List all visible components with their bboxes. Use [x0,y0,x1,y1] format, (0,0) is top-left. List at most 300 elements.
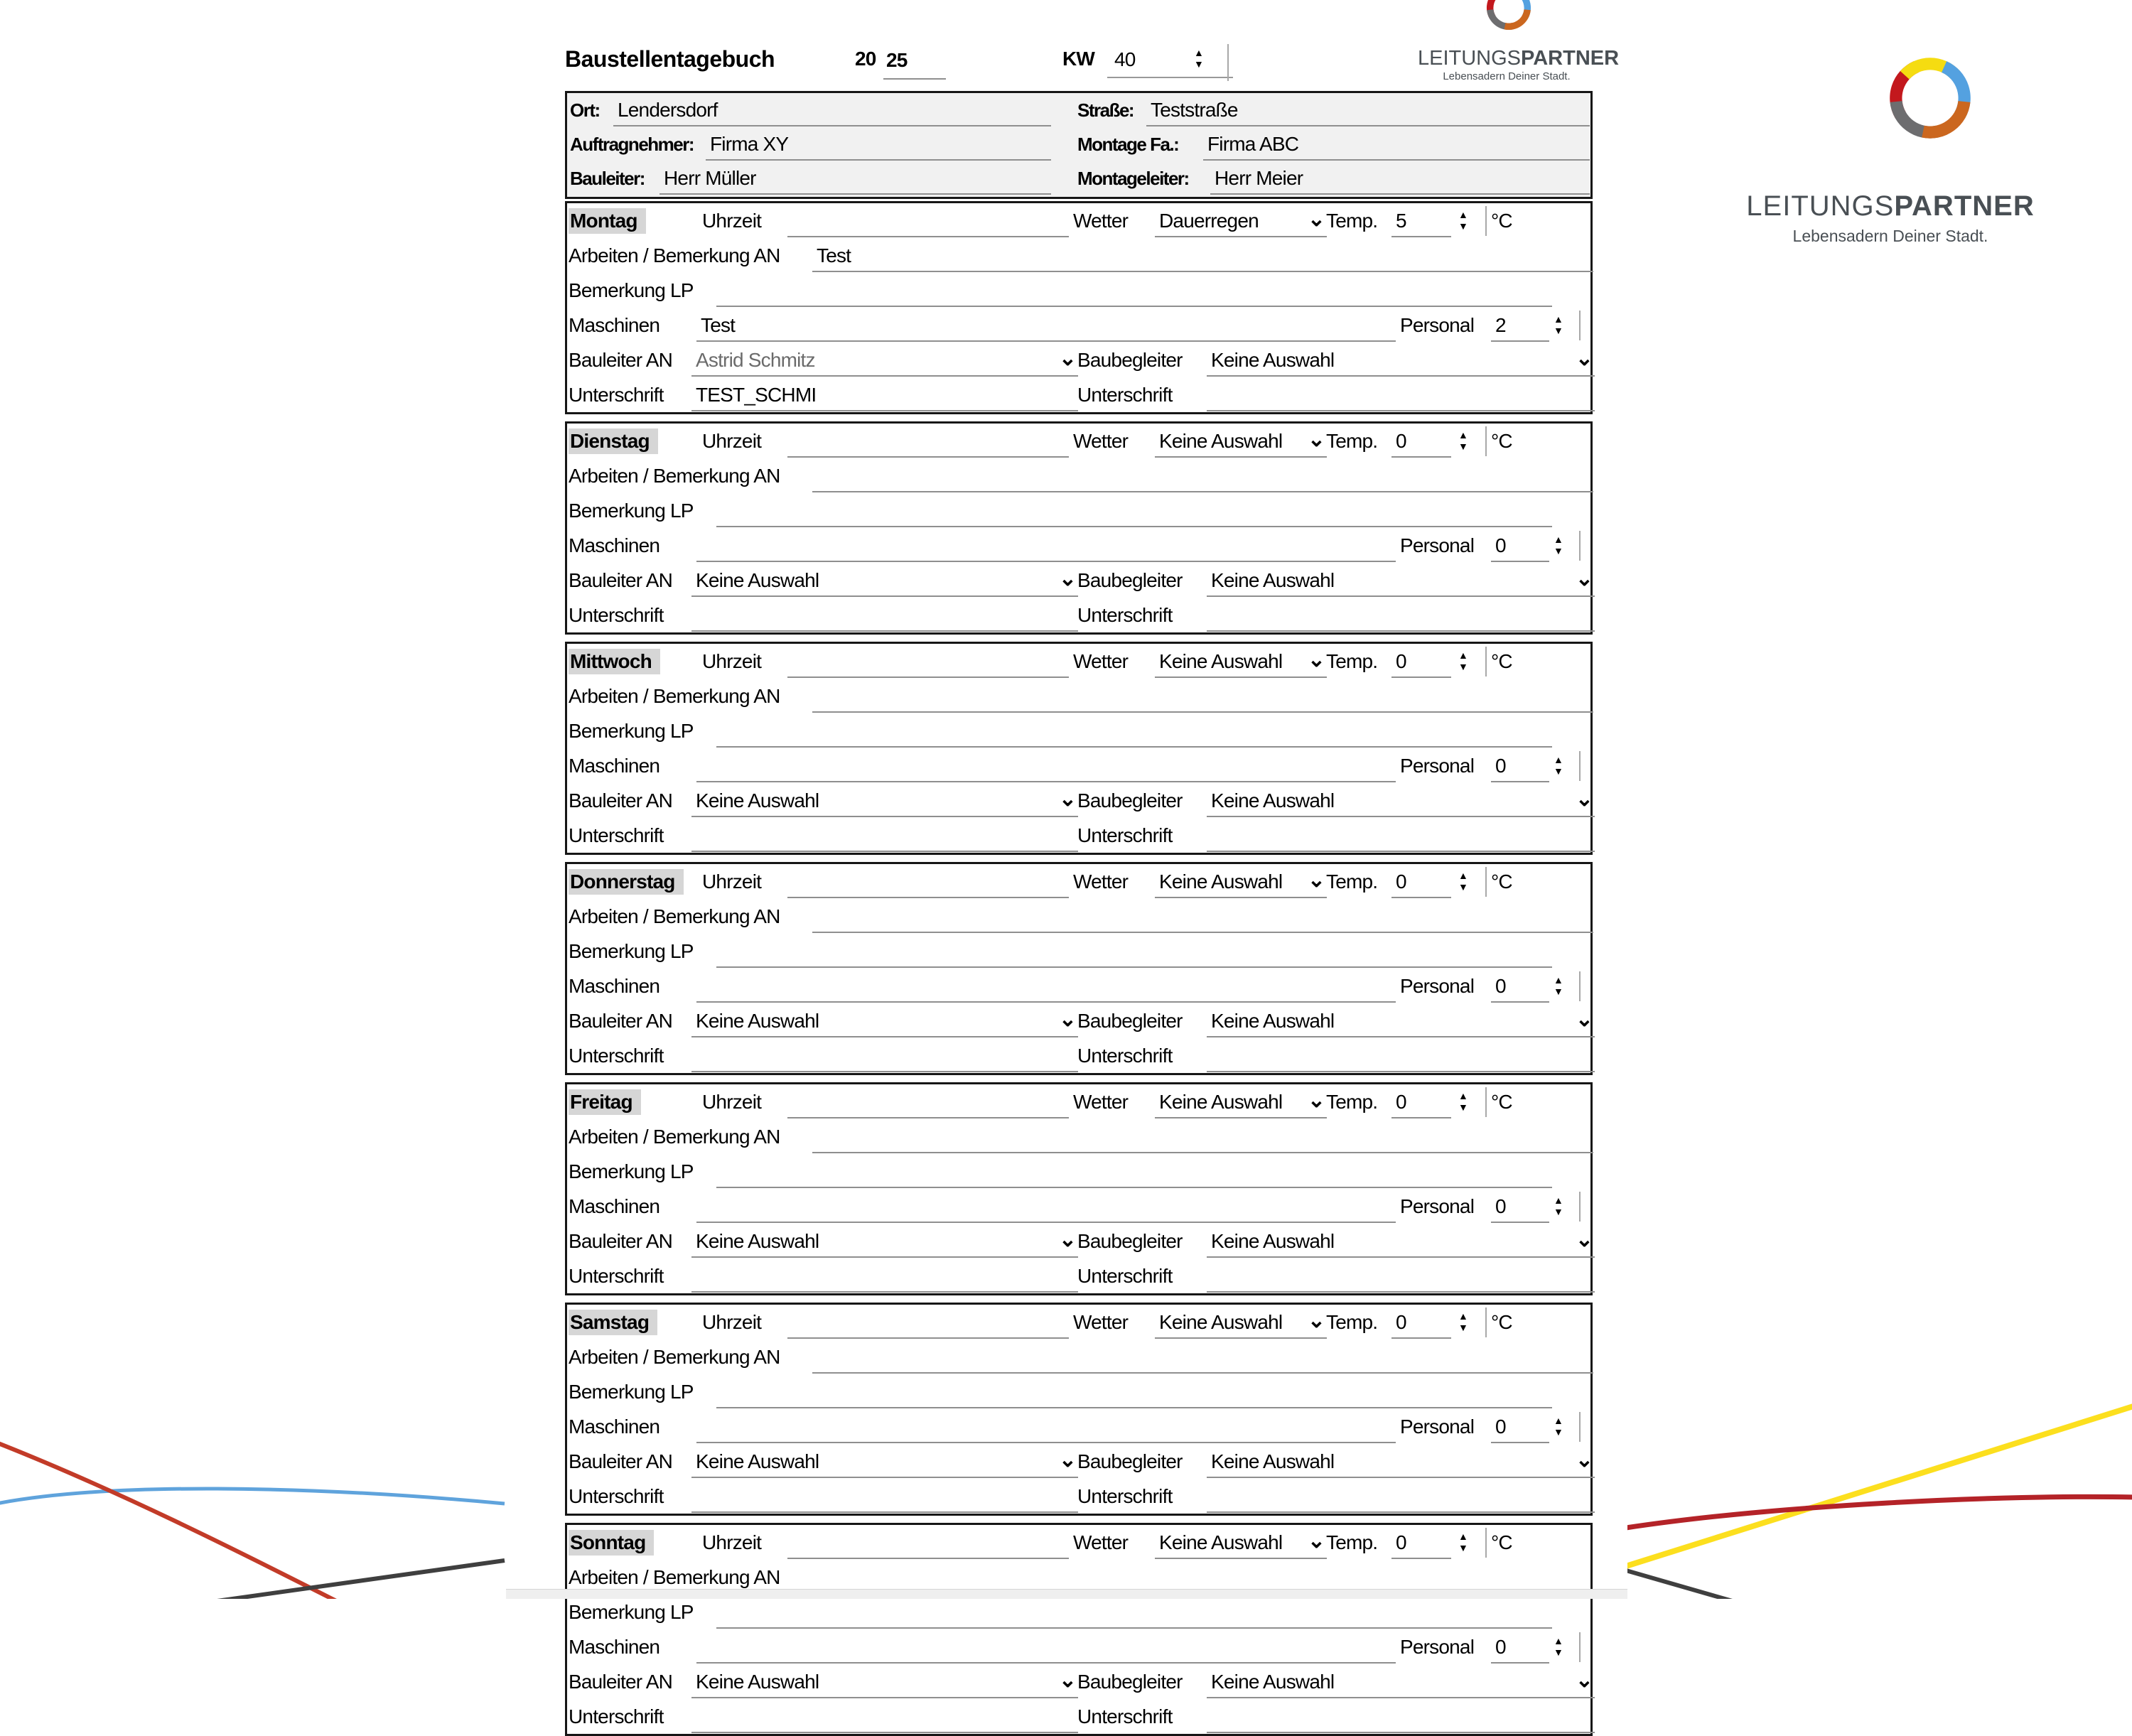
arbeiten-input[interactable] [812,461,1593,492]
wetter-select[interactable] [1155,1528,1327,1559]
uhrzeit-label: Uhrzeit [702,1531,762,1553]
kw-spinner-divider [1227,44,1229,81]
unterschrift-an-label: Unterschrift [569,1485,664,1507]
uhrzeit-input[interactable] [787,1528,1069,1559]
bemerkung-lp-input[interactable] [716,1157,1552,1188]
unterschrift-an-input[interactable] [691,1041,1078,1072]
unterschrift-lp-input[interactable] [1207,1041,1595,1072]
temp-label: Temp. [1326,1311,1378,1333]
arbeiten-input[interactable] [812,1342,1593,1374]
site-info-row [567,93,1590,127]
logo-pentagon-icon-small [1475,0,1542,41]
bemerkung-lp-input[interactable] [716,937,1552,968]
wetter-value: Keine Auswahl [1159,1531,1283,1553]
maschinen-label: Maschinen [569,755,660,777]
day-row [567,1154,1590,1189]
bemerkung-lp-label: Bemerkung LP [569,1601,694,1623]
logo-swoosh-orange [1504,9,1531,30]
baubegleiter-label: Baubegleiter [1077,789,1183,812]
day-row [567,783,1593,818]
day-name-label: Mittwoch [569,649,660,674]
bemerkung-lp-label: Bemerkung LP [569,279,694,301]
wetter-select[interactable] [1155,1308,1327,1339]
montageleiter-input[interactable]: Herr Meier [1210,163,1590,195]
maschinen-input[interactable] [696,751,1396,782]
baubegleiter-value: Keine Auswahl [1211,1230,1335,1252]
uhrzeit-input[interactable] [787,206,1069,237]
temp-spinner[interactable]: ▲ ▼ [1458,429,1468,452]
day-row [567,1629,1590,1664]
wetter-value: Dauerregen [1159,210,1259,232]
unterschrift-lp-label: Unterschrift [1077,1045,1173,1067]
chevron-down-icon: ⌄ [1058,347,1077,370]
uhrzeit-label: Uhrzeit [702,650,762,672]
bauleiter-an-select[interactable] [691,1226,1078,1258]
temp-spinner[interactable]: ▲ ▼ [1458,1090,1468,1113]
wetter-label: Wetter [1073,1091,1129,1113]
unterschrift-an-label: Unterschrift [569,1045,664,1067]
wetter-select[interactable] [1155,206,1327,237]
personal-spinner[interactable]: ▲ ▼ [1554,974,1563,997]
maschinen-input[interactable] [696,1412,1396,1443]
baubegleiter-label: Baubegleiter [1077,1010,1183,1032]
day-row [567,377,1590,412]
bemerkung-lp-label: Bemerkung LP [569,1160,694,1182]
bauleiter-an-label: Bauleiter AN [569,569,673,591]
uhrzeit-input[interactable] [787,1308,1069,1339]
bauleiter-input[interactable]: Herr Müller [659,163,1051,195]
baubegleiter-value: Keine Auswahl [1211,1010,1335,1032]
personal-label: Personal [1400,975,1475,997]
day-row [567,1409,1590,1444]
day-row [567,748,1590,783]
site-info-row [567,127,1590,161]
day-name-label: Sonntag [569,1530,654,1556]
temp-label: Temp. [1326,430,1378,452]
maschinen-label: Maschinen [569,975,660,997]
unterschrift-lp-input[interactable] [1207,1482,1595,1513]
day-row [567,1595,1590,1629]
wetter-label: Wetter [1073,430,1129,452]
temp-input[interactable]: 0 [1391,867,1451,898]
uhrzeit-label: Uhrzeit [702,210,762,232]
personal-spinner[interactable]: ▲ ▼ [1554,754,1563,777]
strasse-input[interactable]: Teststraße [1146,95,1590,126]
bemerkung-lp-label: Bemerkung LP [569,720,694,742]
chevron-down-icon: ⌄ [1307,648,1325,672]
bauleiter-an-select[interactable] [691,1006,1078,1037]
site-info-row [567,161,1590,195]
logo-wordmark: LEITUNGSPARTNER [1746,190,2035,222]
unterschrift-lp-input[interactable] [1207,821,1595,852]
logo-swoosh-orange [1922,101,1970,139]
bauleiter-an-value: Keine Auswahl [696,789,819,812]
baubegleiter-select[interactable] [1207,1226,1595,1258]
uhrzeit-label: Uhrzeit [702,1091,762,1113]
bauleiter-an-select[interactable] [691,345,1078,377]
baubegleiter-select[interactable] [1207,1667,1595,1698]
personal-input[interactable]: 0 [1491,1192,1549,1223]
site-info-table [565,91,1593,199]
personal-label: Personal [1400,1195,1475,1217]
logo-pentagon-icon [1869,37,1991,159]
auftragnehmer-label: Auftragnehmer: [570,134,694,155]
decor-line-dark-right [1626,1570,1740,1599]
temp-input[interactable]: 0 [1391,647,1451,678]
bauleiter-an-label: Bauleiter AN [569,1230,673,1252]
day-block [565,862,1593,1075]
day-row [567,1119,1590,1154]
auftragnehmer-input[interactable]: Firma XY [706,129,1051,161]
personal-label: Personal [1400,314,1475,336]
chevron-down-icon: ⌄ [1307,1089,1325,1112]
temp-spinner-divider [1485,647,1487,676]
decor-curve-red-right [1626,1497,2132,1528]
day-row [567,203,1590,238]
day-row [567,598,1590,632]
uhrzeit-label: Uhrzeit [702,430,762,452]
bauleiter-an-label: Bauleiter AN [569,1450,673,1472]
baubegleiter-label: Baubegleiter [1077,349,1183,371]
day-row [567,864,1590,899]
temp-spinner-divider [1485,1528,1487,1558]
bauleiter-an-value: Keine Auswahl [696,569,819,591]
personal-spinner-divider [1579,531,1581,561]
temp-input[interactable]: 0 [1391,426,1451,458]
temp-spinner-divider [1485,867,1487,897]
baubegleiter-select[interactable] [1207,345,1595,377]
form-window [506,0,1627,1727]
day-name-label: Montag [569,208,646,234]
day-row [567,273,1590,308]
unterschrift-an-input[interactable] [691,821,1078,852]
baubegleiter-label: Baubegleiter [1077,1230,1183,1252]
bauleiter-an-select[interactable] [691,566,1078,597]
chevron-down-icon: ⌄ [1058,1008,1077,1031]
montageleiter-label: Montageleiter: [1077,168,1189,189]
day-name-label: Samstag [569,1310,657,1335]
bauleiter-an-value: Astrid Schmitz [696,349,815,371]
bemerkung-lp-label: Bemerkung LP [569,500,694,522]
wetter-value: Keine Auswahl [1159,870,1283,893]
temp-spinner[interactable]: ▲ ▼ [1458,209,1468,232]
day-name-label: Donnerstag [569,869,684,895]
bauleiter-an-select[interactable] [691,1447,1078,1478]
bemerkung-lp-label: Bemerkung LP [569,940,694,962]
arbeiten-input[interactable] [812,681,1593,713]
temp-label: Temp. [1326,870,1378,893]
bemerkung-lp-input[interactable] [716,716,1552,748]
bemerkung-lp-label: Bemerkung LP [569,1381,694,1403]
bauleiter-an-label: Bauleiter AN [569,1010,673,1032]
day-row [567,934,1590,969]
strasse-label: Straße: [1077,99,1134,121]
arbeiten-label: Arbeiten / Bemerkung AN [569,244,780,266]
montage-fa-input[interactable]: Firma ABC [1203,129,1590,161]
personal-spinner-divider [1579,1412,1581,1442]
unterschrift-an-input[interactable]: TEST_SCHMI [691,380,1078,411]
wetter-select[interactable] [1155,1087,1327,1118]
maschinen-input[interactable] [696,531,1396,562]
personal-spinner[interactable]: ▲ ▼ [1554,1415,1563,1438]
day-row [567,528,1590,563]
arbeiten-input[interactable] [812,1122,1593,1153]
temp-label: Temp. [1326,1531,1378,1553]
personal-input[interactable]: 0 [1491,1412,1549,1443]
personal-label: Personal [1400,1636,1475,1658]
uhrzeit-input[interactable] [787,647,1069,678]
unterschrift-lp-label: Unterschrift [1077,1485,1173,1507]
personal-label: Personal [1400,755,1475,777]
unterschrift-an-label: Unterschrift [569,384,664,406]
arbeiten-label: Arbeiten / Bemerkung AN [569,465,780,487]
personal-spinner[interactable]: ▲ ▼ [1554,534,1563,556]
personal-label: Personal [1400,1416,1475,1438]
personal-input[interactable]: 0 [1491,751,1549,782]
day-row [567,679,1590,713]
personal-input[interactable]: 2 [1491,311,1549,342]
unterschrift-an-label: Unterschrift [569,1705,664,1727]
day-block [565,1303,1593,1516]
uhrzeit-label: Uhrzeit [702,870,762,893]
bauleiter-an-value: Keine Auswahl [696,1010,819,1032]
day-row [567,1003,1593,1038]
bemerkung-lp-input[interactable] [716,1597,1552,1629]
bauleiter-an-label: Bauleiter AN [569,1671,673,1693]
personal-spinner[interactable]: ▲ ▼ [1554,313,1563,336]
temp-spinner[interactable]: ▲ ▼ [1458,649,1468,672]
temp-spinner[interactable]: ▲ ▼ [1458,1310,1468,1333]
wetter-value: Keine Auswahl [1159,430,1283,452]
kw-spinner[interactable]: ▲ ▼ [1194,47,1204,70]
chevron-down-icon: ⌄ [1058,567,1077,591]
wetter-label: Wetter [1073,210,1129,232]
maschinen-input[interactable]: Test [696,311,1396,342]
celsius-label: °C [1491,870,1512,893]
year-prefix-label: 20 [855,48,876,70]
temp-label: Temp. [1326,1091,1378,1113]
baubegleiter-label: Baubegleiter [1077,1671,1183,1693]
temp-spinner-divider [1485,426,1487,456]
celsius-label: °C [1491,210,1512,232]
day-name-label: Freitag [569,1089,641,1115]
day-row [567,238,1590,273]
title-row [565,40,1620,80]
celsius-label: °C [1491,1531,1512,1553]
maschinen-input[interactable] [696,1192,1396,1223]
page-title: Baustellentagebuch [565,46,775,72]
bemerkung-lp-input[interactable] [716,496,1552,527]
personal-spinner-divider [1579,1192,1581,1222]
arbeiten-input[interactable]: Test [812,241,1593,272]
baubegleiter-label: Baubegleiter [1077,1450,1183,1472]
chevron-down-icon: ⌄ [1307,428,1325,451]
unterschrift-an-input[interactable] [691,1482,1078,1513]
baubegleiter-label: Baubegleiter [1077,569,1183,591]
unterschrift-an-input[interactable] [691,600,1078,632]
unterschrift-an-input[interactable] [691,1702,1078,1733]
day-row [567,308,1590,343]
day-row [567,1339,1590,1374]
bauleiter-an-value: Keine Auswahl [696,1230,819,1252]
maschinen-label: Maschinen [569,314,660,336]
temp-input[interactable]: 0 [1391,1528,1451,1559]
temp-input[interactable]: 0 [1391,1087,1451,1118]
logo-tagline: Lebensadern Deiner Stadt. [1443,70,1571,82]
chevron-down-icon: ⌄ [1058,787,1077,811]
personal-spinner[interactable]: ▲ ▼ [1554,1195,1563,1217]
wetter-select[interactable] [1155,647,1327,678]
day-row [567,1038,1590,1073]
bauleiter-an-select[interactable] [691,786,1078,817]
personal-input[interactable]: 0 [1491,971,1549,1003]
leitungspartner-logo [1727,37,2054,246]
day-block [565,201,1593,414]
celsius-label: °C [1491,650,1512,672]
logo-wordmark: LEITUNGSPARTNER [1418,47,1620,70]
day-row [567,1699,1590,1734]
day-row [567,1664,1593,1699]
day-row [567,1479,1590,1514]
chevron-down-icon: ⌄ [1307,207,1325,231]
horizontal-scrollbar[interactable] [506,1589,1627,1599]
chevron-down-icon: ⌄ [1575,1008,1593,1031]
day-row [567,424,1590,458]
personal-spinner-divider [1579,1632,1581,1662]
personal-spinner-divider [1579,971,1581,1001]
temp-input[interactable]: 0 [1391,1308,1451,1339]
day-name-label: Dienstag [569,428,658,454]
chevron-down-icon: ⌄ [1575,567,1593,591]
unterschrift-an-label: Unterschrift [569,824,664,846]
unterschrift-an-input[interactable] [691,1261,1078,1293]
bemerkung-lp-input[interactable] [716,1377,1552,1408]
bauleiter-label: Bauleiter: [570,168,645,189]
bauleiter-an-select[interactable] [691,1667,1078,1698]
unterschrift-lp-input[interactable] [1207,1261,1595,1293]
day-row [567,1189,1590,1224]
day-row [567,1224,1593,1258]
day-row [567,493,1590,528]
ort-input[interactable]: Lendersdorf [613,95,1051,126]
wetter-select[interactable] [1155,867,1327,898]
personal-input[interactable]: 0 [1491,1632,1549,1664]
kw-input[interactable]: 40 [1107,43,1233,78]
unterschrift-an-label: Unterschrift [569,1265,664,1287]
baubegleiter-select[interactable] [1207,566,1595,597]
uhrzeit-input[interactable] [787,867,1069,898]
arbeiten-input[interactable] [812,902,1593,933]
uhrzeit-input[interactable] [787,1087,1069,1118]
wetter-label: Wetter [1073,1311,1129,1333]
temp-input[interactable]: 5 [1391,206,1451,237]
unterschrift-lp-label: Unterschrift [1077,604,1173,626]
arbeiten-label: Arbeiten / Bemerkung AN [569,1566,780,1588]
baubegleiter-select[interactable] [1207,786,1595,817]
celsius-label: °C [1491,1311,1512,1333]
baubegleiter-value: Keine Auswahl [1211,1450,1335,1472]
temp-spinner-divider [1485,206,1487,236]
day-row [567,343,1593,377]
day-row [567,644,1590,679]
day-block [565,642,1593,855]
day-row [567,969,1590,1003]
baubegleiter-select[interactable] [1207,1447,1595,1478]
unterschrift-lp-label: Unterschrift [1077,824,1173,846]
chevron-down-icon: ⌄ [1575,347,1593,370]
day-row [567,713,1590,748]
decor-curve-red-left [0,1443,346,1599]
temp-spinner[interactable]: ▲ ▼ [1458,870,1468,893]
personal-input[interactable]: 0 [1491,531,1549,562]
uhrzeit-input[interactable] [787,426,1069,458]
wetter-label: Wetter [1073,1531,1129,1553]
bauleiter-an-label: Bauleiter AN [569,349,673,371]
maschinen-label: Maschinen [569,1416,660,1438]
decor-line-yellow-right [1626,1406,2132,1566]
year-input[interactable]: 25 [883,44,946,80]
maschinen-input[interactable] [696,971,1396,1003]
maschinen-label: Maschinen [569,534,660,556]
baubegleiter-value: Keine Auswahl [1211,349,1335,371]
unterschrift-lp-label: Unterschrift [1077,1265,1173,1287]
day-row [567,899,1590,934]
celsius-label: °C [1491,430,1512,452]
chevron-down-icon: ⌄ [1575,1448,1593,1472]
maschinen-input[interactable] [696,1632,1396,1664]
maschinen-label: Maschinen [569,1195,660,1217]
unterschrift-lp-input[interactable] [1207,600,1595,632]
unterschrift-lp-label: Unterschrift [1077,1705,1173,1727]
baubegleiter-select[interactable] [1207,1006,1595,1037]
unterschrift-lp-input[interactable] [1207,1702,1595,1733]
baubegleiter-value: Keine Auswahl [1211,1671,1335,1693]
day-row [567,818,1590,853]
chevron-down-icon: ⌄ [1058,1228,1077,1251]
day-row [567,1374,1590,1409]
chevron-down-icon: ⌄ [1058,1448,1077,1472]
personal-spinner[interactable]: ▲ ▼ [1554,1635,1563,1658]
personal-spinner-divider [1579,751,1581,781]
temp-spinner-divider [1485,1308,1487,1337]
bauleiter-an-label: Bauleiter AN [569,789,673,812]
chevron-down-icon: ⌄ [1575,1228,1593,1251]
bauleiter-an-value: Keine Auswahl [696,1671,819,1693]
decor-line-dark-left [192,1560,505,1599]
day-row [567,1084,1590,1119]
wetter-value: Keine Auswahl [1159,1091,1283,1113]
wetter-select[interactable] [1155,426,1327,458]
temp-spinner[interactable]: ▲ ▼ [1458,1531,1468,1553]
wetter-label: Wetter [1073,870,1129,893]
chevron-down-icon: ⌄ [1307,1529,1325,1553]
personal-label: Personal [1400,534,1475,556]
wetter-label: Wetter [1073,650,1129,672]
chevron-down-icon: ⌄ [1307,1309,1325,1332]
temp-label: Temp. [1326,210,1378,232]
day-row [567,1444,1593,1479]
decor-curve-blue-left [0,1489,505,1504]
bemerkung-lp-input[interactable] [716,276,1552,307]
chevron-down-icon: ⌄ [1575,1668,1593,1692]
day-row [567,1258,1590,1293]
arbeiten-label: Arbeiten / Bemerkung AN [569,685,780,707]
temp-spinner-divider [1485,1087,1487,1117]
unterschrift-an-label: Unterschrift [569,604,664,626]
bauleiter-an-value: Keine Auswahl [696,1450,819,1472]
personal-spinner-divider [1579,311,1581,340]
unterschrift-lp-input[interactable] [1207,380,1595,411]
